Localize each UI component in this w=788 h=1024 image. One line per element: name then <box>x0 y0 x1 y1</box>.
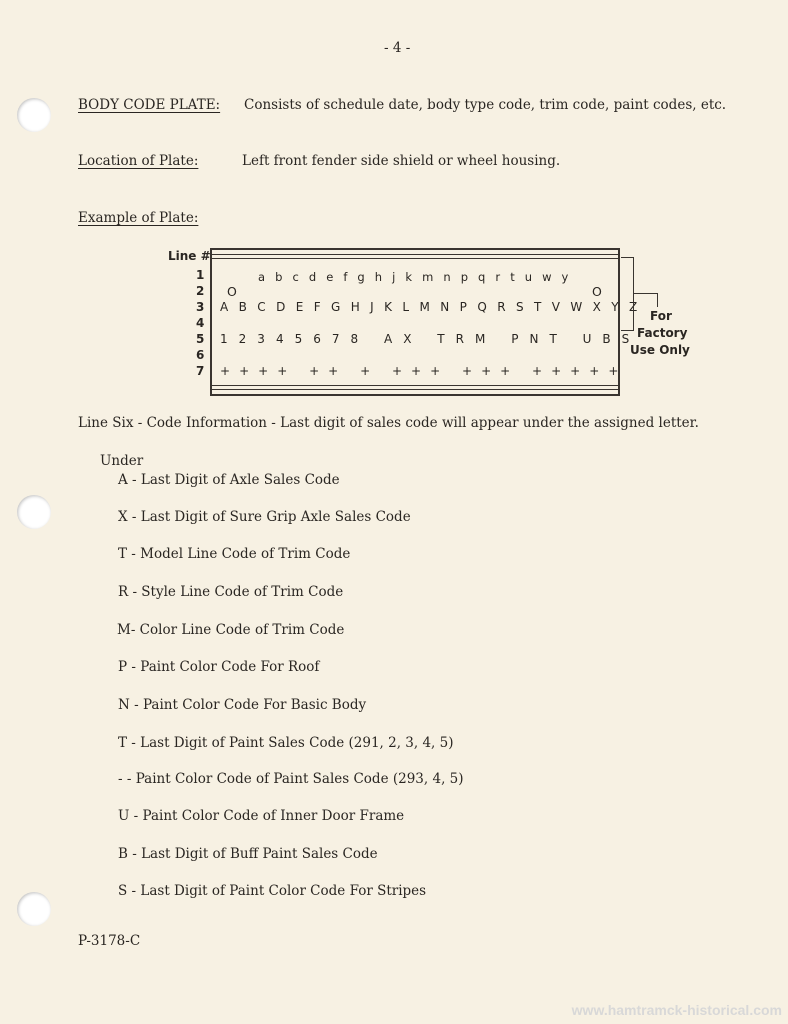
line-number: 4 <box>196 316 205 330</box>
plate-row-3: A B C D E F G H J K L M N P Q R S T V W X Y Z <box>220 300 641 314</box>
punch-hole <box>17 892 51 926</box>
plate-row-5: 1 2 3 4 5 6 7 8 A X T R M P N T U B S <box>220 332 633 346</box>
line-header: Line # <box>168 249 211 263</box>
location-label: Location of Plate: <box>78 153 199 169</box>
line-six-note: Line Six - Code Information - Last digit of sales code will appear under the assigned letter. <box>78 415 699 431</box>
factory-bracket <box>621 257 634 331</box>
location-text: Left front fender side shield or wheel housing. <box>242 153 561 169</box>
line-number: 5 <box>196 332 205 346</box>
watermark: www.hamtramck-historical.com <box>571 1002 782 1018</box>
code-entry: X - Last Digit of Sure Grip Axle Sales Code <box>118 509 411 525</box>
example-label: Example of Plate: <box>78 210 199 226</box>
plate-row-2-right: O <box>592 284 607 299</box>
code-entry: N - Paint Color Code For Basic Body <box>118 697 367 713</box>
code-entry: R - Style Line Code of Trim Code <box>118 584 344 600</box>
code-entry: A - Last Digit of Axle Sales Code <box>118 472 340 488</box>
factory-note: Factory <box>637 326 688 340</box>
plate-row-2-left: O <box>227 284 242 299</box>
code-entry: T - Model Line Code of Trim Code <box>118 546 351 562</box>
factory-note: For <box>650 309 672 323</box>
code-entry: T - Last Digit of Paint Sales Code (291, 2, 3, 4, 5) <box>118 735 454 751</box>
body-code-plate <box>210 248 641 396</box>
line-number: 2 <box>196 284 205 298</box>
plate-row-7: + + + + + + + + + + + + + + + + + + <box>220 364 621 378</box>
factory-note: Use Only <box>630 343 690 357</box>
page-number: - 4 - <box>384 40 411 56</box>
punch-hole <box>17 495 51 529</box>
under-label: Under <box>100 453 144 469</box>
code-entry: S - Last Digit of Paint Color Code For Stripes <box>118 883 427 899</box>
punch-hole <box>17 98 51 132</box>
code-entry: M- Color Line Code of Trim Code <box>117 622 345 638</box>
body-code-text: Consists of schedule date, body type code, trim code, paint codes, etc. <box>244 97 727 113</box>
code-entry: U - Paint Color Code of Inner Door Frame <box>118 808 405 824</box>
footer-code: P-3178-C <box>78 933 141 949</box>
line-number: 1 <box>196 268 205 282</box>
line-number: 7 <box>196 364 205 378</box>
code-entry: B - Last Digit of Buff Paint Sales Code <box>118 846 378 862</box>
code-entry: P - Paint Color Code For Roof <box>118 659 320 675</box>
body-code-label: BODY CODE PLATE: <box>78 97 221 113</box>
line-number: 3 <box>196 300 205 314</box>
code-entry: - - Paint Color Code of Paint Sales Code (293, 4, 5) <box>118 771 464 787</box>
plate-row-1: a b c d e f g h j k m n p q r t u w y <box>258 270 572 284</box>
line-number: 6 <box>196 348 205 362</box>
